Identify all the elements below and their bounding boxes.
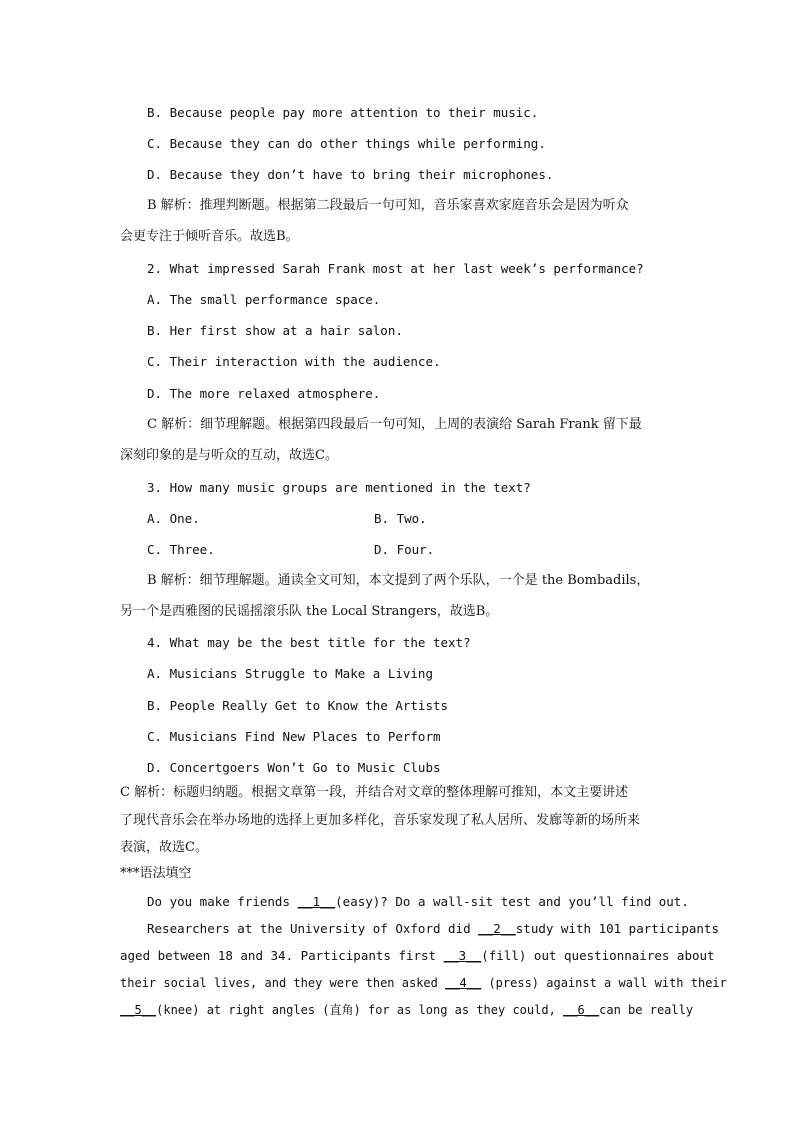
q3-option-c: C. Three. xyxy=(147,542,215,557)
grammar-text: can be really xyxy=(599,1003,694,1017)
blank-3: __3__ xyxy=(443,948,482,963)
q1-option-d: D. Because they don’t have to bring their microphones. xyxy=(147,167,554,182)
q4-answer-line3: 表演，故选C。 xyxy=(120,840,208,855)
q3-options-row2 xyxy=(147,542,707,558)
q2-answer-line2: 深刻印象的是与听众的互动，故选C。 xyxy=(120,448,338,463)
q2-option-d: D. The more relaxed atmosphere. xyxy=(147,386,381,401)
grammar-heading: ***语法填空 xyxy=(120,866,192,881)
q3-option-d: D. Four. xyxy=(374,542,435,557)
grammar-line1 xyxy=(147,894,689,910)
blank-1: __1__ xyxy=(297,894,336,909)
grammar-text: their social lives, and they were then asked xyxy=(120,976,446,990)
grammar-text: Do you make friends xyxy=(147,894,298,909)
q4-option-d: D. Concertgoers Won’t Go to Music Clubs xyxy=(147,760,441,775)
grammar-text: study with 101 participants xyxy=(515,921,719,936)
grammar-line4 xyxy=(120,975,727,991)
q3-options-row1 xyxy=(147,511,707,527)
grammar-line3 xyxy=(120,948,715,964)
q1-answer-line2: 会更专注于倾听音乐。故选B。 xyxy=(120,229,299,244)
q4-answer-line2: 了现代音乐会在举办场地的选择上更加多样化，音乐家发现了私人居所、发廊等新的场所来 xyxy=(120,813,641,828)
q2-option-c: C. Their interaction with the audience. xyxy=(147,354,441,369)
grammar-line5 xyxy=(120,1002,693,1018)
grammar-line2 xyxy=(147,921,719,937)
blank-2: __2__ xyxy=(478,921,516,936)
q2-option-b: B. Her first show at a hair salon. xyxy=(147,323,403,338)
blank-5: __5__ xyxy=(120,1003,157,1017)
q4-question: 4. What may be the best title for the text? xyxy=(147,635,471,650)
blank-4: __4__ xyxy=(445,976,482,990)
q4-answer-line1: C 解析：标题归纳题。根据文章第一段，并结合对文章的整体理解可推知，本文主要讲述 xyxy=(120,785,629,800)
q2-question: 2. What impressed Sarah Frank most at her last week’s performance? xyxy=(147,261,644,276)
q4-option-a: A. Musicians Struggle to Make a Living xyxy=(147,666,433,681)
q1-option-b: B. Because people pay more attention to their music. xyxy=(147,105,539,120)
q3-question: 3. How many music groups are mentioned in the text? xyxy=(147,480,531,495)
q3-option-b: B. Two. xyxy=(374,511,427,526)
q2-option-a: A. The small performance space. xyxy=(147,292,381,307)
q1-option-c: C. Because they can do other things while performing. xyxy=(147,136,546,151)
q2-answer-line1: C 解析：细节理解题。根据第四段最后一句可知，上周的表演给 Sarah Frank 留下最 xyxy=(147,417,642,432)
blank-6: __6__ xyxy=(563,1003,600,1017)
q1-answer-line1: B 解析：推理判断题。根据第二段最后一句可知，音乐家喜欢家庭音乐会是因为听众 xyxy=(147,198,629,213)
grammar-text: (knee) at right angles (直角) for as long as they could, xyxy=(156,1003,564,1017)
grammar-text: Researchers at the University of Oxford did xyxy=(147,921,479,936)
grammar-text: (press) against a wall with their xyxy=(481,976,727,990)
q3-answer-line2: 另一个是西雅图的民谣摇滚乐队 the Local Strangers，故选B。 xyxy=(120,604,499,619)
q3-answer-line1: B 解析：细节理解题。通读全文可知，本文提到了两个乐队，一个是 the Bombadils， xyxy=(147,573,650,588)
grammar-text: (fill) out questionnaires about xyxy=(481,948,715,963)
grammar-text: (easy)? Do a wall-sit test and you’ll find out. xyxy=(335,894,689,909)
q4-option-b: B. People Really Get to Know the Artists xyxy=(147,698,449,713)
q3-option-a: A. One. xyxy=(147,511,200,526)
q4-option-c: C. Musicians Find New Places to Perform xyxy=(147,729,441,744)
grammar-text: aged between 18 and 34. Participants first xyxy=(120,948,444,963)
